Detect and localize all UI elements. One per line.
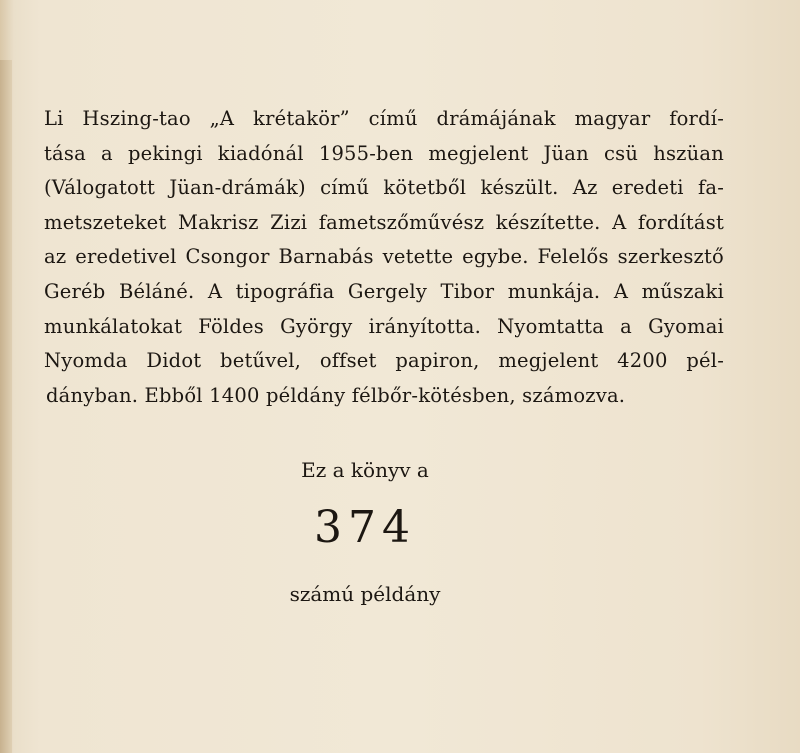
colophon-line: dányban. Ebből 1400 példány félbőr-kötésben, számozva. bbox=[46, 383, 626, 407]
colophon-line: tása a pekingi kiadónál 1955-ben megjelent Jüan csü hszüan bbox=[44, 141, 724, 165]
colophon-line: Li Hszing-tao „A krétakör” című drámájának magyar fordí- bbox=[44, 107, 724, 130]
page-gutter-shadow bbox=[0, 60, 12, 753]
colophon-line: metszeteket Makrisz Zizi fametszőművész készítette. A fordítást bbox=[44, 210, 724, 234]
colophon-line: az eredetivel Csongor Barnabás vetette egybe. Felelős szerkesztő bbox=[44, 245, 724, 269]
colophon-line: Geréb Béláné. A tipográfia Gergely Tibor munkája. A műszaki bbox=[44, 279, 724, 303]
colophon-line: (Válogatott Jüan-drámák) című kötetből készült. Az eredeti fa- bbox=[44, 176, 724, 200]
copy-intro-text: Ez a könyv a bbox=[301, 458, 429, 482]
copy-number: 374 bbox=[314, 502, 416, 553]
copy-outro-text: számú példány bbox=[289, 582, 441, 606]
colophon-text bbox=[44, 102, 724, 413]
colophon-line: munkálatokat Földes György irányította. Nyomtatta a Gyomai bbox=[44, 314, 724, 338]
colophon-line: Nyomda Didot betűvel, offset papiron, megjelent 4200 pél- bbox=[44, 349, 724, 373]
